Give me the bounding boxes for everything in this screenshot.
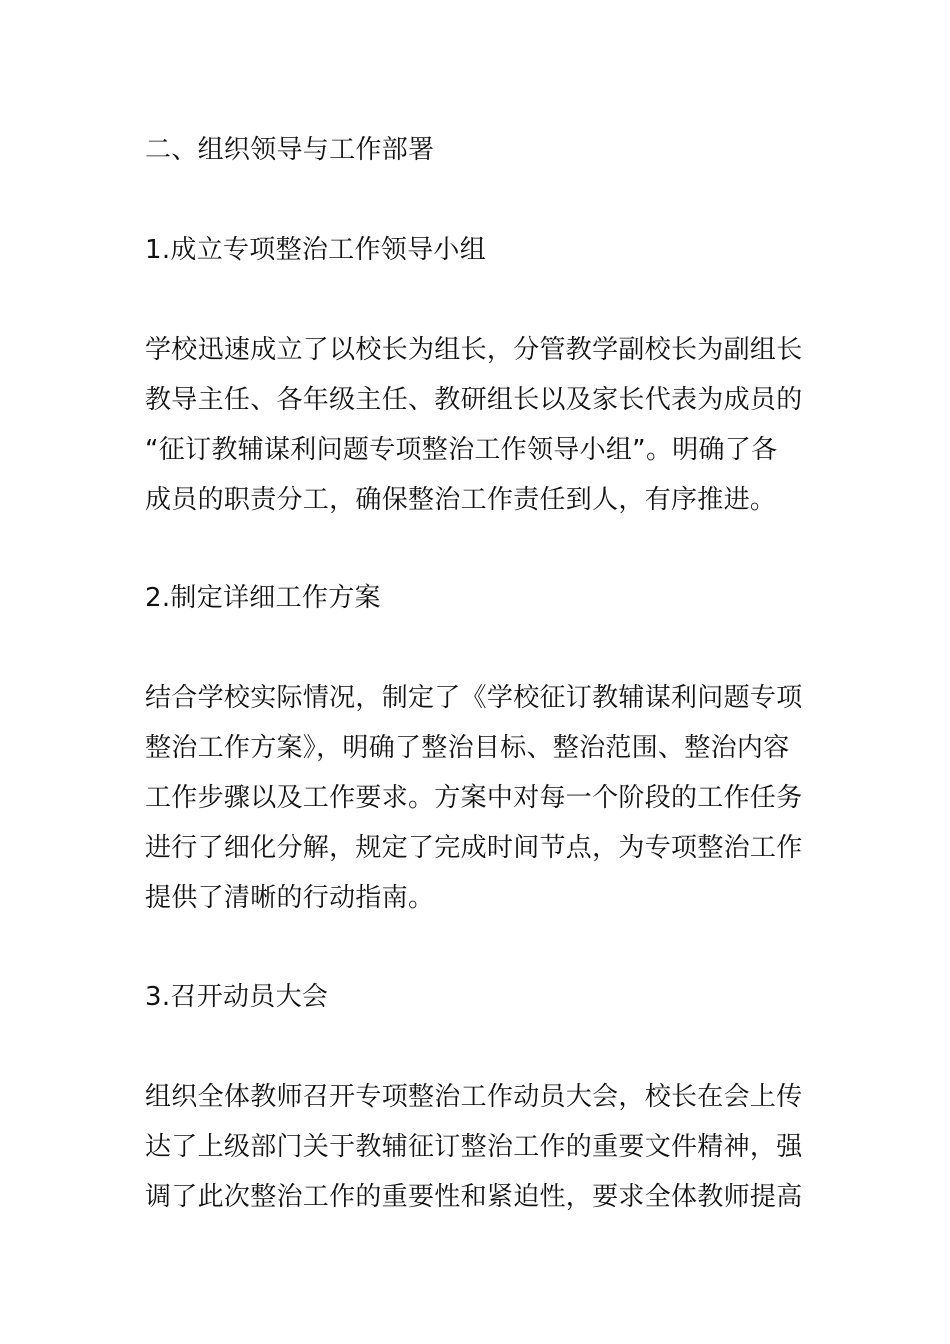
paragraph-line: 达了上级部门关于教辅征订整治工作的重要文件精神，强 <box>145 1132 803 1162</box>
section-heading: 二、组织领导与工作部署 <box>145 135 435 165</box>
item1-heading: 1.成立专项整治工作领导小组 <box>145 235 487 265</box>
paragraph-line: 工作步骤以及工作要求。方案中对每一个阶段的工作任务 <box>145 783 803 813</box>
item2-heading: 2.制定详细工作方案 <box>145 583 381 613</box>
item3-heading: 3.召开动员大会 <box>145 982 329 1012</box>
paragraph-line: 提供了清晰的行动指南。 <box>145 883 435 913</box>
paragraph-line: “征订教辅谋利问题专项整治工作领导小组”。明确了各 <box>145 435 778 465</box>
paragraph-line: 调了此次整治工作的重要性和紧迫性，要求全体教师提高 <box>145 1182 803 1212</box>
paragraph-line: 成员的职责分工，确保整治工作责任到人，有序推进。 <box>145 485 777 515</box>
paragraph-line: 进行了细化分解，规定了完成时间节点，为专项整治工作 <box>145 833 803 863</box>
paragraph-line: 学校迅速成立了以校长为组长，分管教学副校长为副组长 <box>145 335 803 365</box>
paragraph-line: 教导主任、各年级主任、教研组长以及家长代表为成员的 <box>145 385 803 415</box>
paragraph-line: 结合学校实际情况，制定了《学校征订教辅谋利问题专项 <box>145 683 803 713</box>
paragraph-line: 组织全体教师召开专项整治工作动员大会，校长在会上传 <box>145 1082 803 1112</box>
paragraph-line: 整治工作方案》，明确了整治目标、整治范围、整治内容 <box>145 733 790 763</box>
